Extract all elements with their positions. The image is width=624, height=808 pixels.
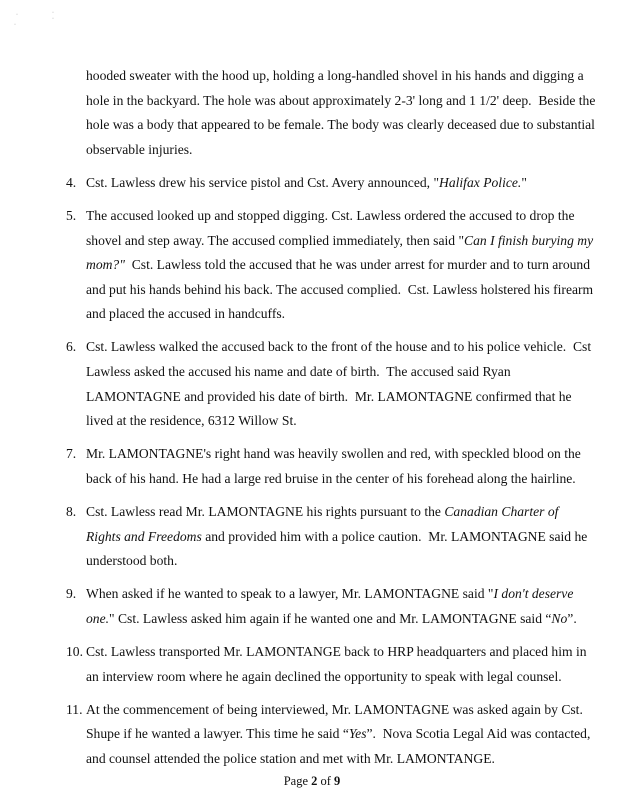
italic-text: mom?"	[86, 257, 125, 273]
text-line	[86, 64, 624, 89]
text-segment: and provided him with a police caution. Mr. LAMONTAGNE said he	[201, 528, 588, 544]
paragraph-number: 9.	[66, 586, 77, 602]
text-line	[86, 278, 624, 303]
text-segment: Cst. Lawless walked the accused back to the front of the house and to his police vehicle. Cst	[86, 339, 592, 355]
text-line	[86, 335, 624, 360]
text-line	[86, 640, 624, 665]
text-segment: LAMONTAGNE and provided his date of birth. Mr. LAMONTAGNE confirmed that he	[86, 388, 572, 404]
numbered-paragraph	[0, 640, 624, 689]
document-body	[0, 64, 624, 780]
numbered-paragraph	[0, 582, 624, 631]
text-segment: ”. Nova Scotia Legal Aid was contacted,	[366, 726, 591, 742]
text-segment: Lawless asked the accused his name and date of birth. The accused said Ryan	[86, 364, 511, 380]
text-line	[86, 525, 624, 550]
text-line	[86, 722, 624, 747]
text-line	[86, 138, 624, 163]
text-segment: and placed the accused in handcuffs.	[86, 306, 286, 322]
text-line	[86, 360, 624, 385]
text-line	[86, 698, 624, 723]
text-line	[86, 229, 624, 254]
italic-text: I don't deserve	[493, 586, 574, 602]
text-line	[86, 171, 624, 196]
italic-text: Halifax Police.	[439, 174, 522, 190]
text-segment: observable injuries.	[86, 141, 193, 157]
text-segment: hole in the backyard. The hole was about approximately 2-3' long and 1 1/2' deep. Beside the	[86, 92, 596, 108]
text-segment: lived at the residence, 6312 Willow St.	[86, 413, 297, 429]
text-segment: understood both.	[86, 553, 178, 569]
text-line	[86, 113, 624, 138]
italic-text: Can I finish burying my	[464, 232, 594, 248]
text-segment: The accused looked up and stopped digging. Cst. Lawless ordered the accused to drop the	[86, 207, 575, 223]
paragraph-number: 5.	[66, 207, 77, 223]
numbered-paragraph	[0, 500, 624, 574]
text-line	[86, 549, 624, 574]
text-segment: At the commencement of being interviewed, Mr. LAMONTAGNE was asked again by Cst.	[86, 701, 583, 717]
italic-text: one.	[86, 610, 110, 626]
italic-text: Canadian Charter of	[444, 504, 559, 519]
text-segment: back of his hand. He had a large red bruise in the center of his forehead along the hairline.	[86, 470, 576, 486]
text-segment: "	[521, 174, 527, 190]
text-segment: an interview room where he again declined the opportunity to speak with legal counsel.	[86, 668, 562, 684]
page-footer	[0, 774, 624, 789]
text-segment: Mr. LAMONTAGNE's right hand was heavily swollen and red, with speckled blood on the	[86, 446, 581, 462]
text-segment: Cst. Lawless told the accused that he was under arrest for murder and to turn around	[124, 257, 591, 273]
paragraph-number: 7.	[66, 446, 77, 462]
numbered-paragraph	[0, 335, 624, 433]
text-segment: Shupe if he wanted a lawyer. This time he said “	[86, 726, 349, 742]
text-line	[86, 500, 624, 525]
text-segment: shovel and step away. The accused complied immediately, then said "	[86, 232, 465, 248]
text-segment: and put his hands behind his back. The accused complied. Cst. Lawless holstered his firearm	[86, 281, 594, 297]
paragraph	[0, 64, 624, 162]
numbered-paragraph	[0, 698, 624, 772]
text-line	[86, 582, 624, 607]
paragraph-number: 6.	[66, 339, 77, 355]
text-line	[86, 409, 624, 434]
text-segment: hole was a body that appeared to be female. The body was clearly deceased due to substantial	[86, 117, 595, 133]
current-page: 2	[311, 774, 318, 788]
text-line	[86, 385, 624, 410]
text-line	[86, 89, 624, 114]
paragraph-number: 11.	[66, 701, 83, 717]
text-segment: Cst. Lawless drew his service pistol and Cst. Avery announced, "	[86, 174, 440, 190]
page-prefix: Page	[283, 774, 312, 788]
text-line	[86, 204, 624, 229]
text-segment: ”.	[567, 610, 577, 626]
text-line	[86, 467, 624, 492]
text-segment: hooded sweater with the hood up, holding a long-handled shovel in his hands and digging a	[86, 68, 584, 83]
text-line	[86, 253, 624, 278]
text-segment: and counsel attended the police station and met with Mr. LAMONTANGE.	[86, 750, 495, 766]
total-pages: 9	[334, 774, 341, 788]
numbered-paragraph	[0, 171, 624, 196]
of-label: of	[317, 774, 335, 788]
text-line	[86, 442, 624, 467]
text-line	[86, 607, 624, 632]
paragraph-number: 4.	[66, 174, 77, 190]
italic-text: Rights and Freedoms	[86, 528, 202, 544]
numbered-paragraph	[0, 204, 624, 327]
text-segment: When asked if he wanted to speak to a lawyer, Mr. LAMONTAGNE said "	[86, 586, 494, 602]
numbered-paragraph	[0, 442, 624, 491]
text-segment: Cst. Lawless transported Mr. LAMONTANGE back to HRP headquarters and placed him in	[86, 643, 587, 659]
paragraph-number: 10.	[66, 643, 83, 659]
text-line	[86, 302, 624, 327]
text-segment: Cst. Lawless read Mr. LAMONTAGNE his rights pursuant to the	[86, 504, 445, 519]
paragraph-number: 8.	[66, 504, 77, 519]
text-line	[86, 665, 624, 690]
italic-text: Yes	[348, 726, 367, 742]
text-segment: " Cst. Lawless asked him again if he wanted one and Mr. LAMONTAGNE said “	[109, 610, 552, 626]
italic-text: No	[551, 610, 568, 626]
text-line	[86, 747, 624, 772]
